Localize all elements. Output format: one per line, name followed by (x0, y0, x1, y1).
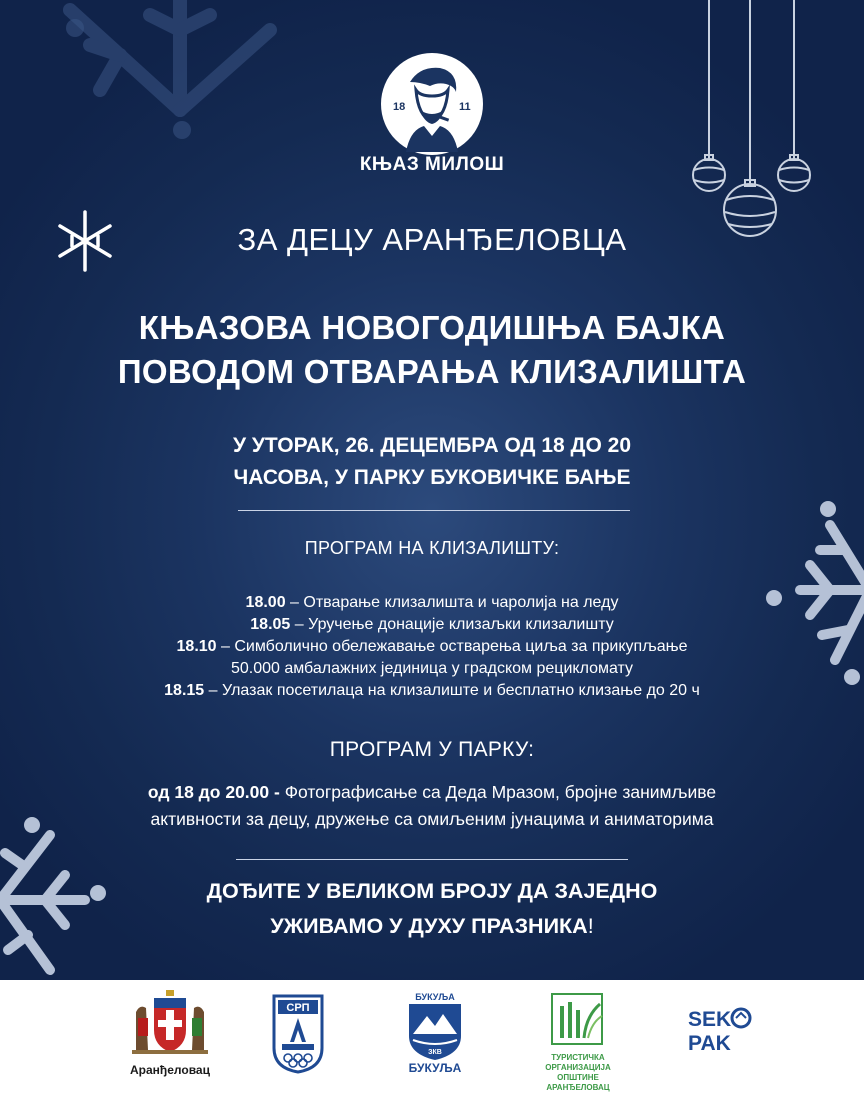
cta-line-2: УЖИВАМО У ДУХУ ПРАЗНИКА (270, 914, 588, 938)
title-line-1: КЊАЗОВА НОВОГОДИШЊА БАЈКА (138, 309, 726, 346)
sponsor-sekopak (686, 1004, 756, 1060)
arandjelovac-label: Аранђеловац (130, 1063, 210, 1077)
park-program (0, 779, 864, 833)
schedule-item (0, 614, 864, 636)
schedule-item (0, 680, 864, 702)
when-line-1: У УТОРАК, 26. ДЕЦЕМБРА ОД 18 ДО 20 (232, 434, 632, 457)
srp-badge-text: СРП (286, 1002, 310, 1014)
bukulja-mid-text: ЗКВ (428, 1049, 442, 1056)
logo-year-right: 11 (459, 101, 471, 113)
park-time: од 18 до 20.00 - (147, 782, 280, 802)
sponsor-tourism (528, 992, 628, 1092)
knjaz-milos-logo (380, 52, 484, 156)
cta-exclaim: ! (587, 914, 594, 938)
snowflake-top-left-icon (30, 0, 280, 160)
sekopak-line-1: SEK (688, 1008, 732, 1031)
event-title (0, 306, 864, 394)
schedule-text: – Симболично обележавање остварења циља за прикупљање (216, 638, 688, 655)
schedule-time: 18.15 (164, 682, 205, 699)
bukulja-top-text: БУКУЉА (415, 992, 455, 1002)
schedule-time: 18.00 (245, 594, 286, 611)
rink-program-heading: ПРОГРАМ НА КЛИЗАЛИШТУ: (304, 538, 560, 558)
schedule-time: 18.10 (176, 638, 217, 655)
divider-top (238, 510, 630, 511)
park-program-heading: ПРОГРАМ У ПАРКУ: (329, 738, 535, 761)
subtitle: ЗА ДЕЦУ АРАНЂЕЛОВЦА (237, 222, 627, 257)
divider-bottom (236, 859, 628, 860)
schedule-item (0, 658, 864, 680)
call-to-action (0, 874, 864, 944)
schedule-text: – Отварање клизалишта и чаролија на леду (285, 594, 619, 611)
schedule-text: – Уручење донације клизаљки клизалишту (290, 616, 614, 633)
sponsor-footer (0, 980, 864, 1092)
cta-line-2-wrap (0, 909, 864, 944)
schedule-time: 18.05 (250, 616, 291, 633)
rink-schedule (0, 592, 864, 702)
logo-year-left: 18 (393, 101, 406, 113)
park-line-1 (0, 779, 864, 806)
when-line-2: ЧАСОВА, У ПАРКУ БУКОВИЧКЕ БАЊЕ (233, 466, 631, 489)
schedule-item (0, 636, 864, 658)
schedule-text: 50.000 амбалажних јединица у градском рецикломату (230, 660, 634, 677)
bukulja-bottom-text: БУКУЉА (408, 1061, 462, 1075)
sponsor-bukulja (403, 990, 467, 1076)
sponsor-arandjelovac (128, 990, 212, 1076)
ornaments-icon (680, 0, 830, 250)
park-text-1: Фотографисање са Деда Мразом, бројне занимљиве (279, 782, 717, 802)
event-when (0, 430, 864, 494)
brand-name: КЊАЗ МИЛОШ (359, 154, 505, 175)
tourism-line-2: ОПШТИНЕ АРАНЂЕЛОВАЦ (546, 1073, 610, 1092)
schedule-text: – Улазак посетилаца на клизалиште и бесплатно клизање до 20 ч (204, 682, 700, 699)
schedule-item (0, 592, 864, 614)
sponsor-srp (270, 992, 326, 1074)
cta-line-1: ДОЂИТЕ У ВЕЛИКОМ БРОЈУ ДА ЗАЈЕДНО (206, 879, 658, 903)
sekopak-line-2: PAK (688, 1032, 731, 1055)
tourism-line-1: ТУРИСТИЧКА ОРГАНИЗАЦИЈА (545, 1053, 611, 1072)
park-line-2: активности за децу, дружење са омиљеним јунацима и аниматорима (150, 809, 714, 829)
coat-of-arms-icon (128, 990, 212, 1056)
title-line-2: ПОВОДОМ ОТВАРАЊА КЛИЗАЛИШТА (117, 353, 747, 390)
